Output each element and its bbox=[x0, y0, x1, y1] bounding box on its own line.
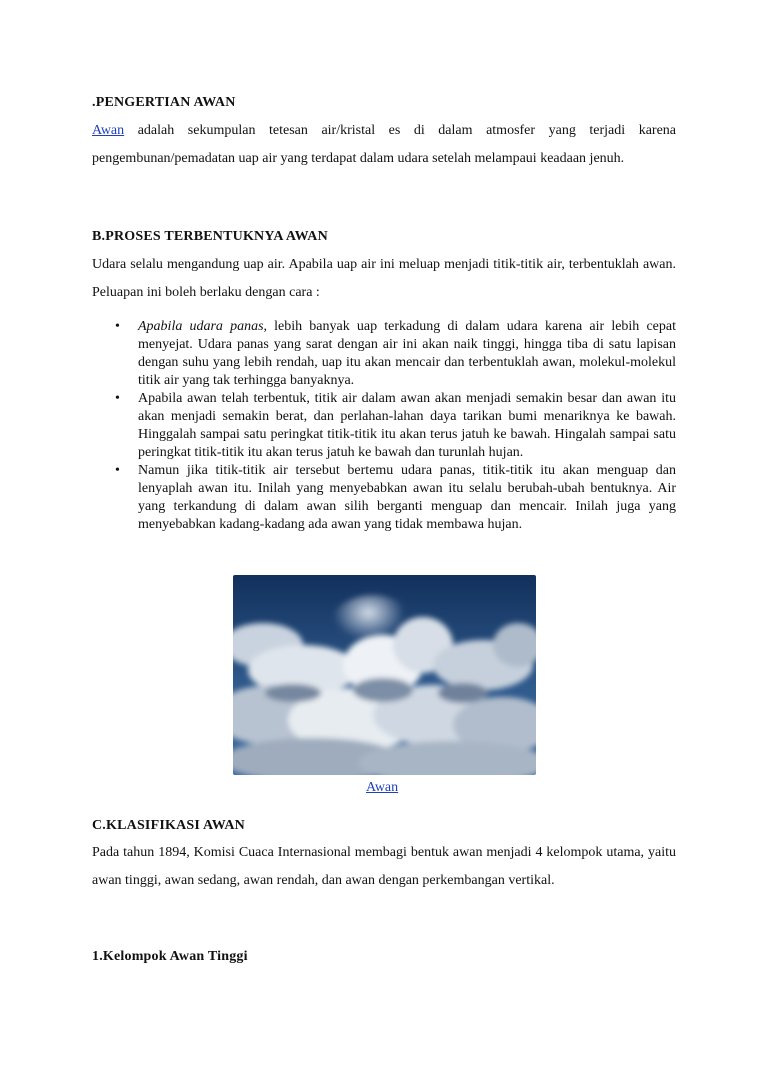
bullet-text: , lebih banyak uap terkadung di dalam udara karena air lebih cepat menyejat. Udara panas yang sarat dengan air ini akan naik tinggi, hingga tiba di satu lapisan dengan suhu yang lebih rendah, uap itu akan mencair dan terbentuklah awan, molekul-molekul titik air yang tak terhingga banyaknya. bbox=[138, 319, 676, 388]
paragraph-proses-intro: Udara selalu mengandung uap air. Apabila uap air ini meluap menjadi titik-titik air, terbentuklah awan. Peluapan ini boleh berlaku dengan cara : bbox=[92, 257, 676, 300]
bullet-item bbox=[92, 462, 676, 534]
bullet-icon: • bbox=[115, 319, 120, 334]
bullet-list bbox=[92, 318, 676, 534]
figure-caption-awan-link[interactable]: Awan bbox=[366, 780, 399, 795]
paragraph-pengertian bbox=[92, 117, 676, 173]
bullet-lead-italic: Apabila udara panas bbox=[138, 319, 264, 334]
cloud-photo-icon bbox=[233, 575, 536, 775]
heading-klasifikasi-awan: C.KLASIFIKASI AWAN bbox=[92, 818, 245, 833]
heading-proses-terbentuknya-awan: B.PROSES TERBENTUKNYA AWAN bbox=[92, 229, 328, 244]
bullet-icon: • bbox=[115, 463, 120, 478]
bullet-item bbox=[92, 390, 676, 462]
bullet-item bbox=[92, 318, 676, 390]
awan-link[interactable]: Awan bbox=[92, 123, 125, 138]
paragraph-pengertian-text: adalah sekumpulan tetesan air/kristal es di dalam atmosfer yang terjadi karena pengembunan/pemadatan uap air yang terdapat dalam udara setelah melampaui keadaan jenuh. bbox=[92, 123, 676, 166]
bullet-icon: • bbox=[115, 391, 120, 406]
bullet-text: Namun jika titik-titik air tersebut bertemu udara panas, titik-titik itu akan menguap dan lenyaplah awan itu. Inilah yang menyebabkan awan itu selalu berubah-ubah bentuknya. Air yang terkandung di dalam awan silih berganti menguap dan mencair. Inilah juga yang menyebabkan kadang-kadang ada awan yang tidak membawa hujan. bbox=[138, 463, 676, 532]
heading-kelompok-awan-tinggi: 1.Kelompok Awan Tinggi bbox=[92, 949, 248, 964]
bullet-text: Apabila awan telah terbentuk, titik air dalam awan akan menjadi semakin besar dan awan itu akan menjadi semakin berat, dan perlahan-lahan daya tarikan bumi menariknya ke bawah. Hinggalah sampai satu peringkat titik-titik itu akan terus jatuh ke bawah. Hingalah sampai satu peringkat titik-titik itu akan terus jatuh ke bawah dan turunlah hujan. bbox=[138, 391, 676, 460]
heading-pengertian-awan: .PENGERTIAN AWAN bbox=[92, 95, 236, 110]
paragraph-klasifikasi: Pada tahun 1894, Komisi Cuaca Internasional membagi bentuk awan menjadi 4 kelompok utama, yaitu awan tinggi, awan sedang, awan rendah, dan awan dengan perkembangan vertikal. bbox=[92, 845, 676, 888]
